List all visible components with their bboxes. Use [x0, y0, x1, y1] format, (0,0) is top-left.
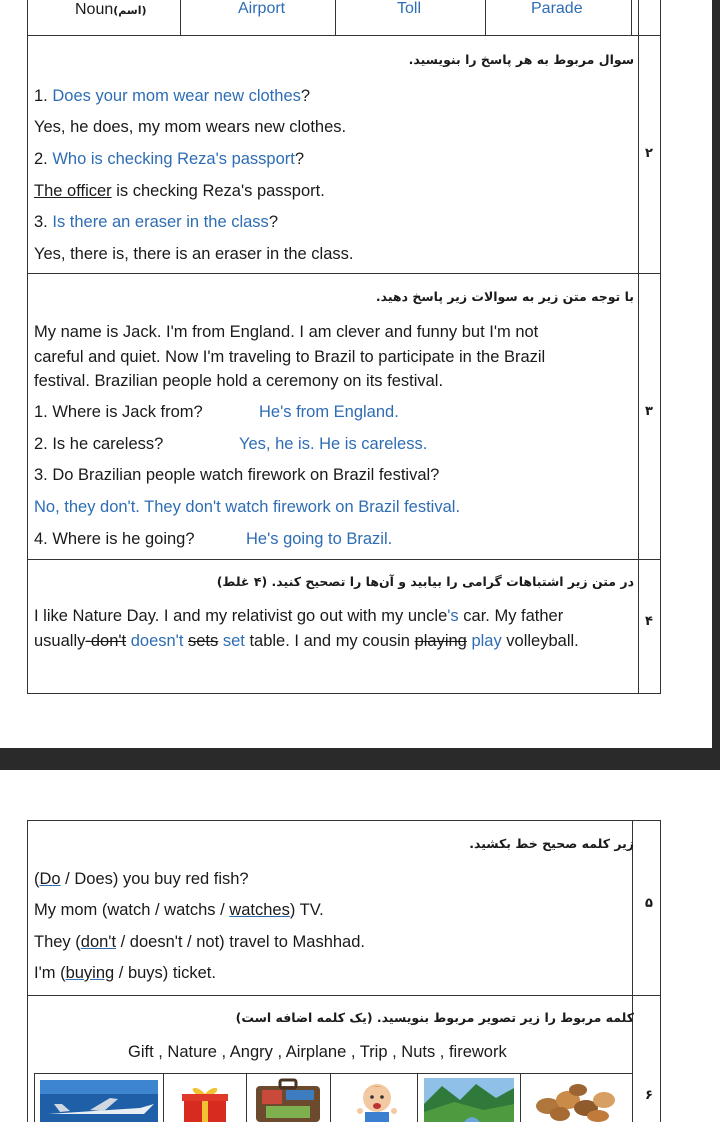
word-toll: Toll	[397, 0, 422, 17]
section4-instruction: در متن زیر اشتباهات گرامی را بیابید و آن‌ها را تصحیح کنید. (۴ غلط)	[216, 574, 634, 589]
section3-q2: 2. Is he careless?	[34, 435, 164, 453]
picture-cell-border	[330, 1073, 331, 1122]
row-border	[27, 995, 661, 996]
table-border-right	[660, 0, 661, 694]
section4-line2: usually-don't doesn't sets set table. I and my cousin playing play volleyball.	[34, 632, 579, 650]
section3-paragraph-line2: careful and quiet. Now I'm traveling to Brazil to participate in the Brazil	[34, 348, 546, 366]
row-border	[27, 273, 661, 274]
cell-border	[485, 0, 486, 36]
section5-line4: I'm (buying / buys) ticket.	[34, 964, 216, 982]
section2-instruction: سوال مربوط به هر پاسخ را بنویسید.	[408, 52, 634, 67]
section3-a3: No, they don't. They don't watch firework on Brazil festival.	[34, 498, 461, 516]
section5-line2: My mom (watch / watchs / watches) TV.	[34, 901, 324, 919]
row-border	[27, 559, 661, 560]
section2-q3: 3. Is there an eraser in the class?	[34, 213, 278, 231]
angry-boy-picture	[355, 1078, 399, 1122]
section2-q2: 2. Who is checking Reza's passport?	[34, 150, 305, 168]
section3-q3: 3. Do Brazilian people watch firework on Brazil festival?	[34, 466, 440, 484]
section5-instruction: زیر کلمه صحیح خط بکشید.	[469, 836, 634, 851]
row-border	[27, 35, 661, 36]
section3-paragraph-line1: My name is Jack. I'm from England. I am clever and funny but I'm not	[34, 323, 539, 341]
section2-a3: Yes, there is, there is an eraser in the class.	[34, 245, 354, 263]
picture-cell-border	[34, 1073, 35, 1122]
section2-a2: The officer is checking Reza's passport.	[34, 182, 325, 200]
section4-number: ۴	[645, 614, 653, 629]
cell-border	[631, 0, 632, 36]
picture-row-border	[34, 1073, 632, 1074]
section3-instruction: با توجه متن زیر به سوالات زیر پاسخ دهید.	[375, 289, 634, 304]
table-border-left	[27, 820, 28, 1122]
word-parade: Parade	[531, 0, 583, 17]
noun-header: Noun(اسم)	[75, 1, 147, 18]
section6-number: ۶	[645, 1088, 653, 1103]
section3-number: ۳	[645, 404, 653, 419]
section3-q4: 4. Where is he going?	[34, 530, 195, 548]
cell-border	[180, 0, 181, 36]
table-border-mid	[638, 0, 639, 694]
picture-cell-border	[417, 1073, 418, 1122]
section6-instruction: کلمه مربوط را زیر تصویر مربوط بنویسید. (یک کلمه اضافه است)	[235, 1010, 634, 1025]
section3-paragraph-line3: festival. Brazilian people hold a ceremony on its festival.	[34, 372, 444, 390]
word-airport: Airport	[238, 0, 286, 17]
section3-a1: He's from England.	[259, 403, 399, 421]
section2-q1: 1. Does your mom wear new clothes?	[34, 87, 311, 105]
nature-picture	[424, 1078, 514, 1122]
nuts-picture	[528, 1080, 624, 1122]
gift-picture	[178, 1084, 232, 1122]
row-border	[27, 820, 661, 821]
page-edge-shadow	[712, 0, 720, 748]
section3-q1: 1. Where is Jack from?	[34, 403, 203, 421]
picture-cell-border	[163, 1073, 164, 1122]
picture-cell-border	[246, 1073, 247, 1122]
section5-number: ۵	[645, 896, 653, 911]
section3-a2: Yes, he is. He is careless.	[239, 435, 428, 453]
table-border-left	[27, 0, 28, 694]
section5-line3: They (don't / doesn't / not) travel to Mashhad.	[34, 933, 365, 951]
section2-number: ۲	[645, 146, 653, 161]
table-border-right	[660, 820, 661, 1122]
section4-line1: I like Nature Day. I and my relativist go out with my uncle's car. My father	[34, 607, 564, 625]
picture-cell-border	[520, 1073, 521, 1122]
section3-a4: He's going to Brazil.	[246, 530, 393, 548]
section2-a1: Yes, he does, my mom wears new clothes.	[34, 118, 347, 136]
page-divider	[0, 748, 720, 770]
cell-border	[335, 0, 336, 36]
suitcase-picture	[252, 1078, 324, 1122]
section6-word-bank: Gift , Nature , Angry , Airplane , Trip , Nuts , firework	[128, 1043, 507, 1061]
row-border	[27, 693, 661, 694]
table-border-mid	[632, 820, 633, 1122]
section5-line1: (Do / Does) you buy red fish?	[34, 870, 249, 888]
airplane-picture	[40, 1080, 158, 1122]
